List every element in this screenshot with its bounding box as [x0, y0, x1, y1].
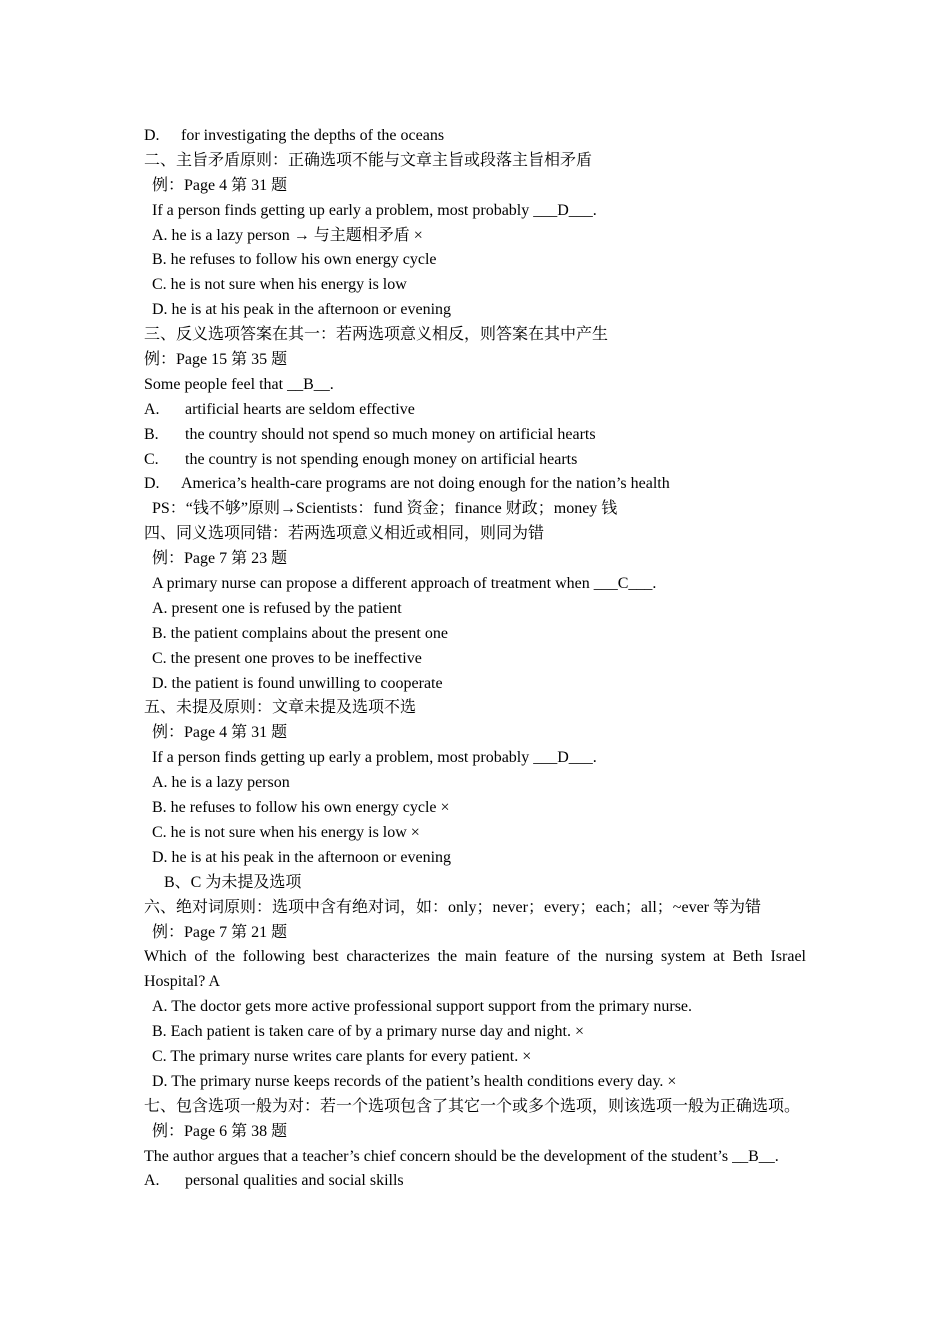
option-line: C. he is not sure when his energy is low	[152, 276, 407, 294]
option-line: B. he refuses to follow his own energy cycle ×	[152, 799, 450, 817]
note-line: PS：“钱不够”原则→Scientists：fund 资金；finance 财政；money 钱	[152, 500, 618, 518]
option-letter: A.	[144, 1172, 160, 1190]
example-reference: 例：Page 15 第 35 题	[144, 351, 288, 369]
section-heading: 六、绝对词原则：选项中含有绝对词，如：only；never；every；each；all；~ever 等为错	[144, 898, 761, 916]
question-text: The author argues that a teacher’s chief concern should be the development of the student’s __B__.	[144, 1147, 779, 1165]
option-line	[144, 1169, 806, 1194]
option-line	[144, 448, 806, 473]
option-line: D. the patient is found unwilling to cooperate	[152, 674, 443, 692]
option-line: D. The primary nurse keeps records of the patient’s health conditions every day. ×	[152, 1072, 677, 1090]
option-line: A. he is a lazy person → 与主题相矛盾 ×	[152, 226, 423, 244]
option-text: the country is not spending enough money on artificial hearts	[185, 450, 578, 468]
option-letter: D.	[144, 475, 160, 493]
option-text: the country should not spend so much money on artificial hearts	[185, 425, 596, 443]
option-line: D. he is at his peak in the afternoon or evening	[152, 301, 452, 319]
option-letter: A.	[144, 400, 160, 418]
option-line: A. The doctor gets more active professional support support from the primary nurse.	[152, 998, 693, 1016]
note-line: B、C 为未提及选项	[164, 873, 302, 891]
option-text: for investigating the depths of the oceans	[181, 127, 445, 144]
option-letter: C.	[144, 450, 159, 468]
option-letter: D.	[144, 127, 160, 144]
option-line: D. he is at his peak in the afternoon or evening	[152, 848, 452, 866]
option-line: B. the patient complains about the present one	[152, 624, 448, 642]
option-letter: B.	[144, 425, 159, 443]
option-text: America’s health-care programs are not doing enough for the nation’s health	[181, 475, 670, 493]
option-line: B. Each patient is taken care of by a primary nurse day and night. ×	[152, 1023, 584, 1041]
option-line	[144, 423, 806, 448]
section-heading: 七、包含选项一般为对：若一个选项包含了其它一个或多个选项，则该选项一般为正确选项。	[144, 1097, 801, 1115]
example-reference: 例：Page 6 第 38 题	[152, 1122, 288, 1140]
option-line	[144, 398, 806, 423]
example-reference: 例：Page 7 第 23 题	[152, 550, 288, 568]
question-text: If a person finds getting up early a problem, most probably ___D___.	[152, 749, 597, 767]
section-heading: 四、同义选项同错：若两选项意义相近或相同，则同为错	[144, 525, 545, 543]
example-reference: 例：Page 4 第 31 题	[152, 724, 288, 742]
question-text: Which of the following best characterizes the main feature of the nursing system at Beth Israel Hospital? A	[144, 948, 806, 991]
option-line: B. he refuses to follow his own energy cycle	[152, 251, 437, 269]
document-page	[144, 124, 806, 1194]
section-heading: 二、主旨矛盾原则：正确选项不能与文章主旨或段落主旨相矛盾	[144, 151, 593, 169]
example-reference: 例：Page 7 第 21 题	[152, 923, 288, 941]
option-line: C. the present one proves to be ineffective	[152, 649, 422, 667]
option-line: C. he is not sure when his energy is low ×	[152, 823, 420, 841]
example-reference: 例：Page 4 第 31 题	[152, 176, 288, 194]
section-heading: 三、反义选项答案在其一：若两选项意义相反，则答案在其中产生	[144, 326, 609, 344]
section-heading: 五、未提及原则：文章未提及选项不选	[144, 699, 417, 717]
question-text: A primary nurse can propose a different approach of treatment when ___C___.	[152, 575, 657, 593]
option-line: A. he is a lazy person	[152, 774, 290, 792]
option-line	[144, 124, 806, 149]
option-line	[144, 472, 806, 497]
option-text: personal qualities and social skills	[185, 1172, 404, 1190]
question-text: Some people feel that __B__.	[144, 375, 334, 393]
option-text: artificial hearts are seldom effective	[185, 400, 415, 418]
option-line: A. present one is refused by the patient	[152, 599, 402, 617]
option-line: C. The primary nurse writes care plants for every patient. ×	[152, 1047, 532, 1065]
question-text: If a person finds getting up early a problem, most probably ___D___.	[152, 201, 597, 219]
